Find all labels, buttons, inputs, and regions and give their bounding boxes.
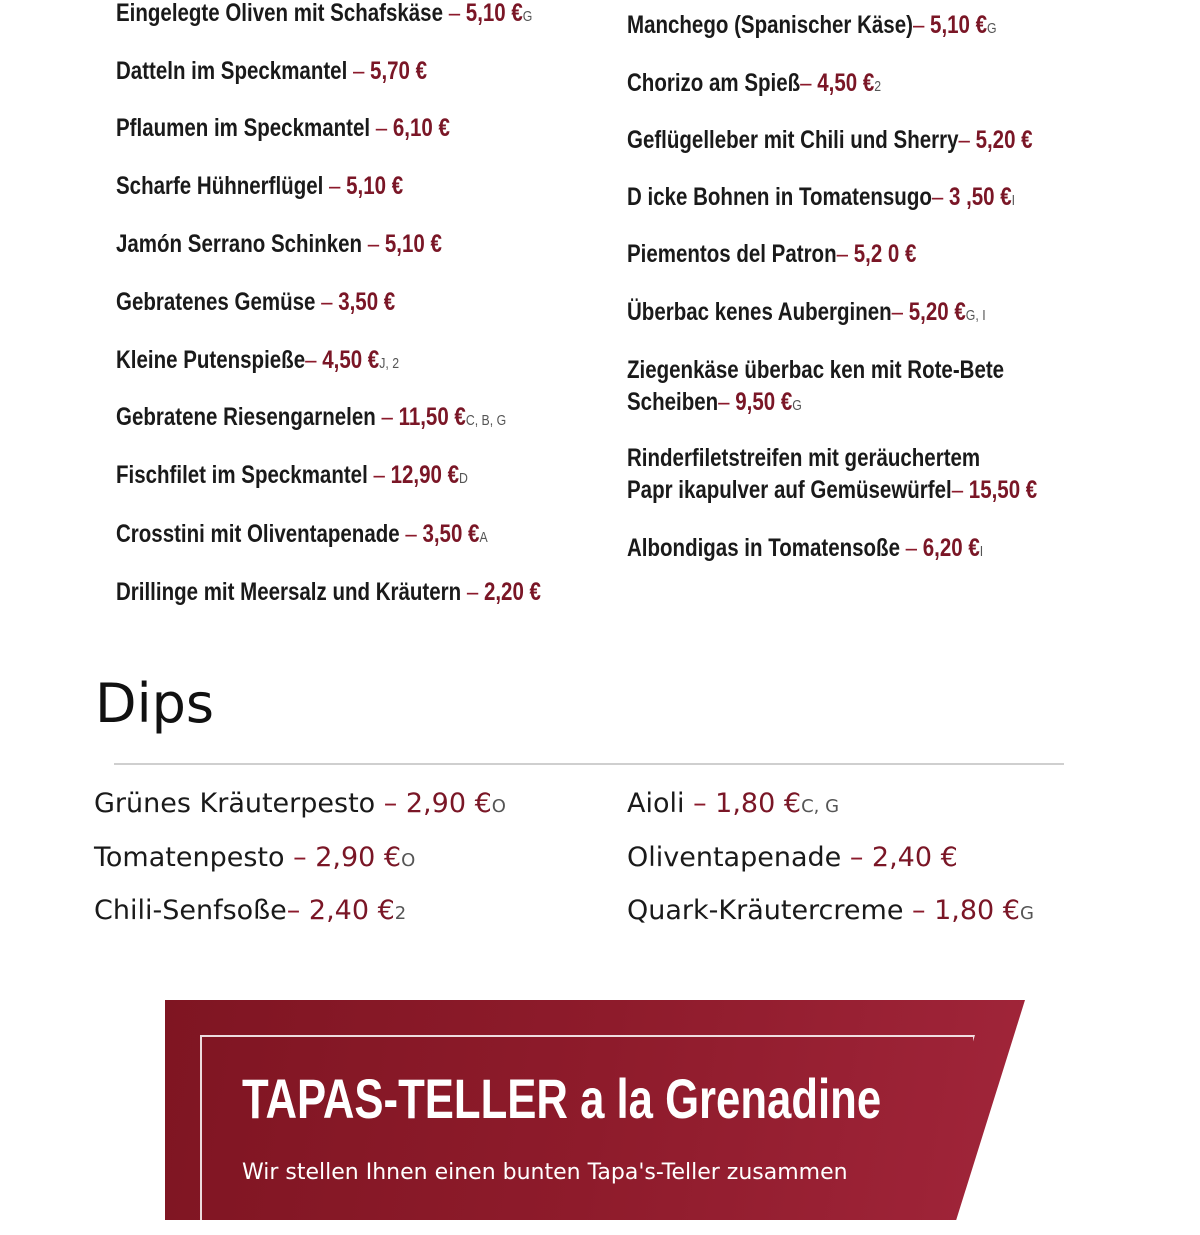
dip-price: 2,40 € xyxy=(308,895,395,926)
tapas-item-name: Pflaumen im Speckmantel xyxy=(116,114,371,142)
allergen-code: O xyxy=(491,796,506,817)
tapas-item-name: Datteln im Speckmantel xyxy=(116,57,348,85)
tapas-item xyxy=(627,238,916,270)
allergen-code: D xyxy=(458,470,468,487)
dip-name: Grünes Kräuterpesto xyxy=(94,788,376,819)
tapas-item xyxy=(627,354,1004,422)
tapas-item xyxy=(627,67,881,103)
price-separator: – xyxy=(375,403,399,431)
tapas-item-name: Ziegenkäse überbac ken mit Rote-Bete xyxy=(627,356,1005,384)
price-separator: – xyxy=(370,114,393,142)
tapas-item-price: 5,10 € xyxy=(384,230,442,258)
tapas-item xyxy=(116,518,488,554)
tapas-item-price: 5,70 € xyxy=(370,57,428,85)
dip-name: Quark-Kräutercreme xyxy=(627,895,904,926)
tapas-item-price: 4,50 € xyxy=(322,346,380,374)
tapas-item-price: 6,10 € xyxy=(392,114,450,142)
dip-price: 1,80 € xyxy=(934,895,1020,926)
dip-item xyxy=(627,840,958,876)
tapas-item-price: 5,10 € xyxy=(930,11,988,39)
allergen-code: 2 xyxy=(874,78,882,95)
dip-name: Oliventapenade xyxy=(627,842,842,873)
dips-divider xyxy=(114,763,1064,765)
dip-price: 2,40 € xyxy=(871,842,958,873)
tapas-item-name: Kleine Putenspieße xyxy=(116,346,306,374)
tapas-item xyxy=(627,181,1015,217)
dip-item xyxy=(94,840,415,879)
tapas-item-name: D icke Bohnen in Tomatensugo xyxy=(627,183,932,211)
price-separator: – xyxy=(836,240,854,268)
tapas-item-price: 3,50 € xyxy=(338,288,396,316)
banner-title: TAPAS-TELLER a la Grenadine xyxy=(242,1067,882,1130)
price-separator: – xyxy=(305,346,323,374)
tapas-item xyxy=(116,55,427,87)
tapas-item xyxy=(627,296,986,332)
dip-item xyxy=(627,893,1034,932)
price-separator: – xyxy=(443,0,466,27)
price-separator: – xyxy=(315,288,339,316)
price-separator: – xyxy=(958,126,976,154)
tapas-item-name: Piementos del Patron xyxy=(627,240,837,268)
tapas-item xyxy=(627,124,1033,156)
dip-name: Aioli xyxy=(627,788,685,819)
tapas-item xyxy=(116,0,532,33)
allergen-code: C, G xyxy=(801,796,840,817)
price-separator: – xyxy=(367,461,391,489)
banner-text: Wir stellen Ihnen einen bunten Tapa's-Teller zusammen xyxy=(242,1160,848,1185)
tapas-item xyxy=(116,112,450,144)
tapas-item xyxy=(116,228,442,260)
tapas-item-price: 5,10 € xyxy=(346,172,404,200)
price-separator: – xyxy=(931,183,949,211)
tapas-item-name: Scheiben xyxy=(627,388,719,416)
tapas-item-name: Geflügelleber mit Chili und Sherry xyxy=(627,126,959,154)
allergen-code: G xyxy=(522,8,533,25)
price-separator: – xyxy=(718,388,736,416)
tapas-item xyxy=(116,344,399,380)
tapas-item-price: 5,20 € xyxy=(975,126,1033,154)
tapas-item-price: 12,90 € xyxy=(390,461,459,489)
price-separator: – xyxy=(912,11,931,39)
tapas-item xyxy=(116,286,395,318)
dip-item xyxy=(94,893,406,932)
tapas-item-price: 5,20 € xyxy=(908,298,966,326)
tapas-item-name: Fischfilet im Speckmantel xyxy=(116,461,368,489)
tapas-item xyxy=(116,401,506,437)
tapas-item-name: Drillinge mit Meersalz und Kräutern xyxy=(116,578,462,606)
price-separator: – xyxy=(284,842,316,873)
price-separator: – xyxy=(362,230,385,258)
allergen-code: G xyxy=(792,397,802,414)
price-separator: – xyxy=(375,788,406,819)
tapas-item xyxy=(116,459,468,495)
allergen-code: G xyxy=(987,20,997,37)
allergen-code: G, I xyxy=(965,307,986,324)
allergen-code: C, B, G xyxy=(465,412,507,429)
tapas-item-price: 5,2 0 € xyxy=(853,240,917,268)
price-separator: – xyxy=(891,298,909,326)
price-separator: – xyxy=(684,788,716,819)
tapas-item-name: Chorizo am Spieß xyxy=(627,69,801,97)
allergen-code: G xyxy=(1020,903,1034,924)
tapas-item-name: Gebratene Riesengarnelen xyxy=(116,403,376,431)
tapas-item-name: Überbac kenes Auberginen xyxy=(627,298,892,326)
tapas-item-price: 6,20 € xyxy=(922,534,980,562)
tapas-item-price: 4,50 € xyxy=(817,69,875,97)
tapas-item-name: Manchego (Spanischer Käse) xyxy=(627,11,913,39)
price-separator: – xyxy=(323,172,347,200)
tapas-item xyxy=(116,170,403,202)
tapas-item-name: Crosstini mit Oliventapenade xyxy=(116,520,400,548)
tapas-item-name: Eingelegte Oliven mit Schafskäse xyxy=(116,0,444,27)
dips-heading: Dips xyxy=(95,672,214,735)
tapas-item-name: Papr ikapulver auf Gemüsewürfel xyxy=(627,476,952,504)
price-separator: – xyxy=(899,534,923,562)
banner-frame xyxy=(200,1035,975,1235)
tapas-item-name: Jamón Serrano Schinken xyxy=(116,230,363,258)
tapas-item-price: 3,50 € xyxy=(422,520,480,548)
dip-price: 2,90 € xyxy=(405,788,492,819)
price-separator: – xyxy=(399,520,423,548)
tapas-item-price: 11,50 € xyxy=(398,403,466,431)
tapas-item xyxy=(116,576,541,608)
price-separator: – xyxy=(841,842,872,873)
price-separator: – xyxy=(286,895,309,926)
price-separator: – xyxy=(951,476,969,504)
tapas-item-name: Rinderfiletstreifen mit geräuchertem xyxy=(627,444,981,472)
allergen-code: 2 xyxy=(394,903,407,924)
tapas-item-name: Albondigas in Tomatensoße xyxy=(627,534,900,562)
allergen-code: I xyxy=(1011,192,1016,209)
dip-price: 2,90 € xyxy=(315,842,402,873)
allergen-code: O xyxy=(401,850,416,871)
tapas-item-price: 15,50 € xyxy=(968,476,1038,504)
price-separator: – xyxy=(800,69,818,97)
dip-item xyxy=(94,786,506,825)
tapas-item-price: 3 ,50 € xyxy=(948,183,1012,211)
dip-price: 1,80 € xyxy=(715,788,802,819)
tapas-item-name: Gebratenes Gemüse xyxy=(116,288,316,316)
tapas-item xyxy=(627,532,983,568)
tapas-item xyxy=(627,442,1037,506)
tapas-item-price: 2,20 € xyxy=(483,578,541,606)
tapas-item xyxy=(627,9,997,45)
price-separator: – xyxy=(347,57,371,85)
tapas-item-name: Scharfe Hühnerflügel xyxy=(116,172,324,200)
tapas-item-price: 5,10 € xyxy=(465,0,523,27)
dip-item xyxy=(627,786,839,825)
tapas-item-price: 9,50 € xyxy=(735,388,793,416)
allergen-code: I xyxy=(979,543,984,560)
dip-name: Tomatenpesto xyxy=(94,842,285,873)
price-separator: – xyxy=(903,895,935,926)
allergen-code: A xyxy=(479,529,488,546)
allergen-code: J, 2 xyxy=(379,355,400,372)
price-separator: – xyxy=(461,578,484,606)
dip-name: Chili-Senfsoße xyxy=(94,895,287,926)
